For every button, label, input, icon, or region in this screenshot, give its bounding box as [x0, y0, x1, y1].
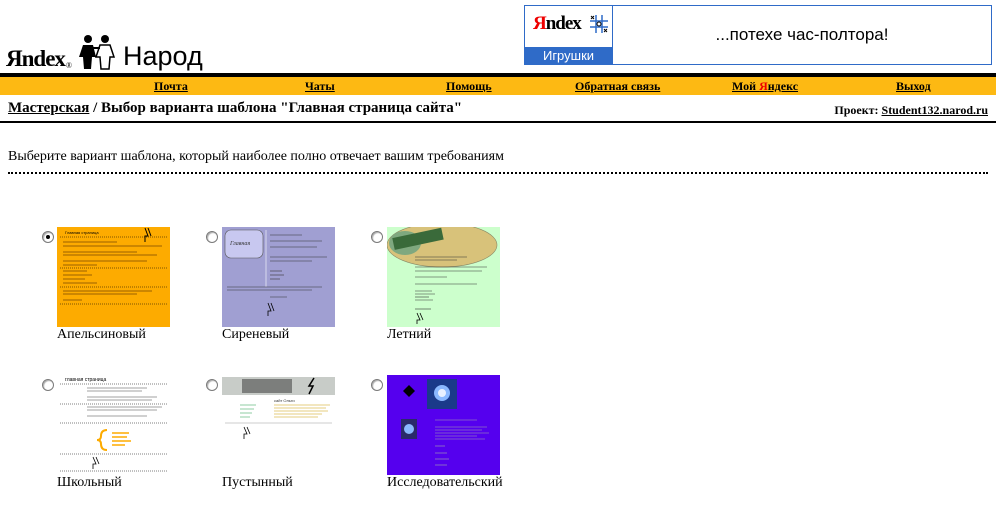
breadcrumb [8, 100, 462, 117]
template-radio-research[interactable] [371, 379, 383, 391]
template-thumbnail-summer[interactable] [387, 227, 500, 327]
svg-text:главная страница: главная страница [65, 377, 107, 383]
logo-registered-mark: ® [65, 61, 72, 70]
template-label-school: Школьный [57, 475, 122, 490]
svg-text:Главная страница: Главная страница [65, 230, 99, 235]
template-label-lilac: Сиреневый [222, 327, 290, 342]
nav-feedback-link[interactable]: Обратная связь [575, 79, 661, 93]
breadcrumb-workshop-link[interactable]: Мастерская [8, 100, 90, 116]
project-info [834, 103, 988, 118]
nav-help-link[interactable]: Помощь [446, 79, 492, 93]
template-thumbnail-research[interactable] [387, 375, 500, 475]
template-radio-orange[interactable] [42, 231, 54, 243]
banner-slogan: ...потехе час-полтора! [715, 25, 889, 44]
dotted-divider [8, 172, 988, 174]
template-label-desert: Пустынный [222, 475, 293, 490]
template-radio-school[interactable] [42, 379, 54, 391]
logo-narod-text: Народ [122, 41, 203, 71]
banner-yandex-logo: Яndex [533, 13, 581, 34]
template-thumbnail-desert[interactable] [222, 375, 335, 475]
ad-banner[interactable] [524, 5, 992, 65]
nav-mail-link[interactable]: Почта [154, 79, 188, 93]
template-radio-desert[interactable] [206, 379, 218, 391]
banner-logo-block [525, 6, 613, 64]
breadcrumb-divider [0, 121, 996, 123]
template-thumbnail-school[interactable] [57, 375, 170, 475]
nav-my-yandex-link[interactable]: Мой Яндекс [732, 79, 799, 93]
people-icon [75, 34, 119, 70]
instructions-text: Выберите вариант шаблона, который наиболее полно отвечает вашим требованиям [8, 149, 504, 164]
template-radio-lilac[interactable] [206, 231, 218, 243]
template-thumbnail-orange[interactable] [57, 227, 170, 327]
template-label-research: Исследовательский [387, 475, 503, 490]
logo-yandex-text: Яndex [6, 46, 65, 71]
tic-tac-toe-icon [589, 14, 609, 34]
banner-games-label: Игрушки [525, 47, 612, 64]
template-thumbnail-lilac[interactable] [222, 227, 335, 327]
svg-text:Главная: Главная [230, 241, 251, 247]
template-label-orange: Апельсиновый [57, 327, 146, 342]
nav-logout-link[interactable]: Выход [896, 79, 931, 93]
project-link[interactable]: Student132.narod.ru [881, 103, 988, 117]
template-label-summer: Летний [387, 327, 432, 342]
breadcrumb-current: / Выбор варианта шаблона "Главная страница сайта" [89, 100, 463, 116]
project-label: Проект: [834, 103, 882, 117]
template-radio-summer[interactable] [371, 231, 383, 243]
yandex-narod-logo[interactable] [6, 36, 203, 70]
main-nav [0, 77, 996, 95]
nav-chats-link[interactable]: Чаты [305, 79, 335, 93]
svg-text:сайт Ольги: сайт Ольги [274, 398, 295, 403]
